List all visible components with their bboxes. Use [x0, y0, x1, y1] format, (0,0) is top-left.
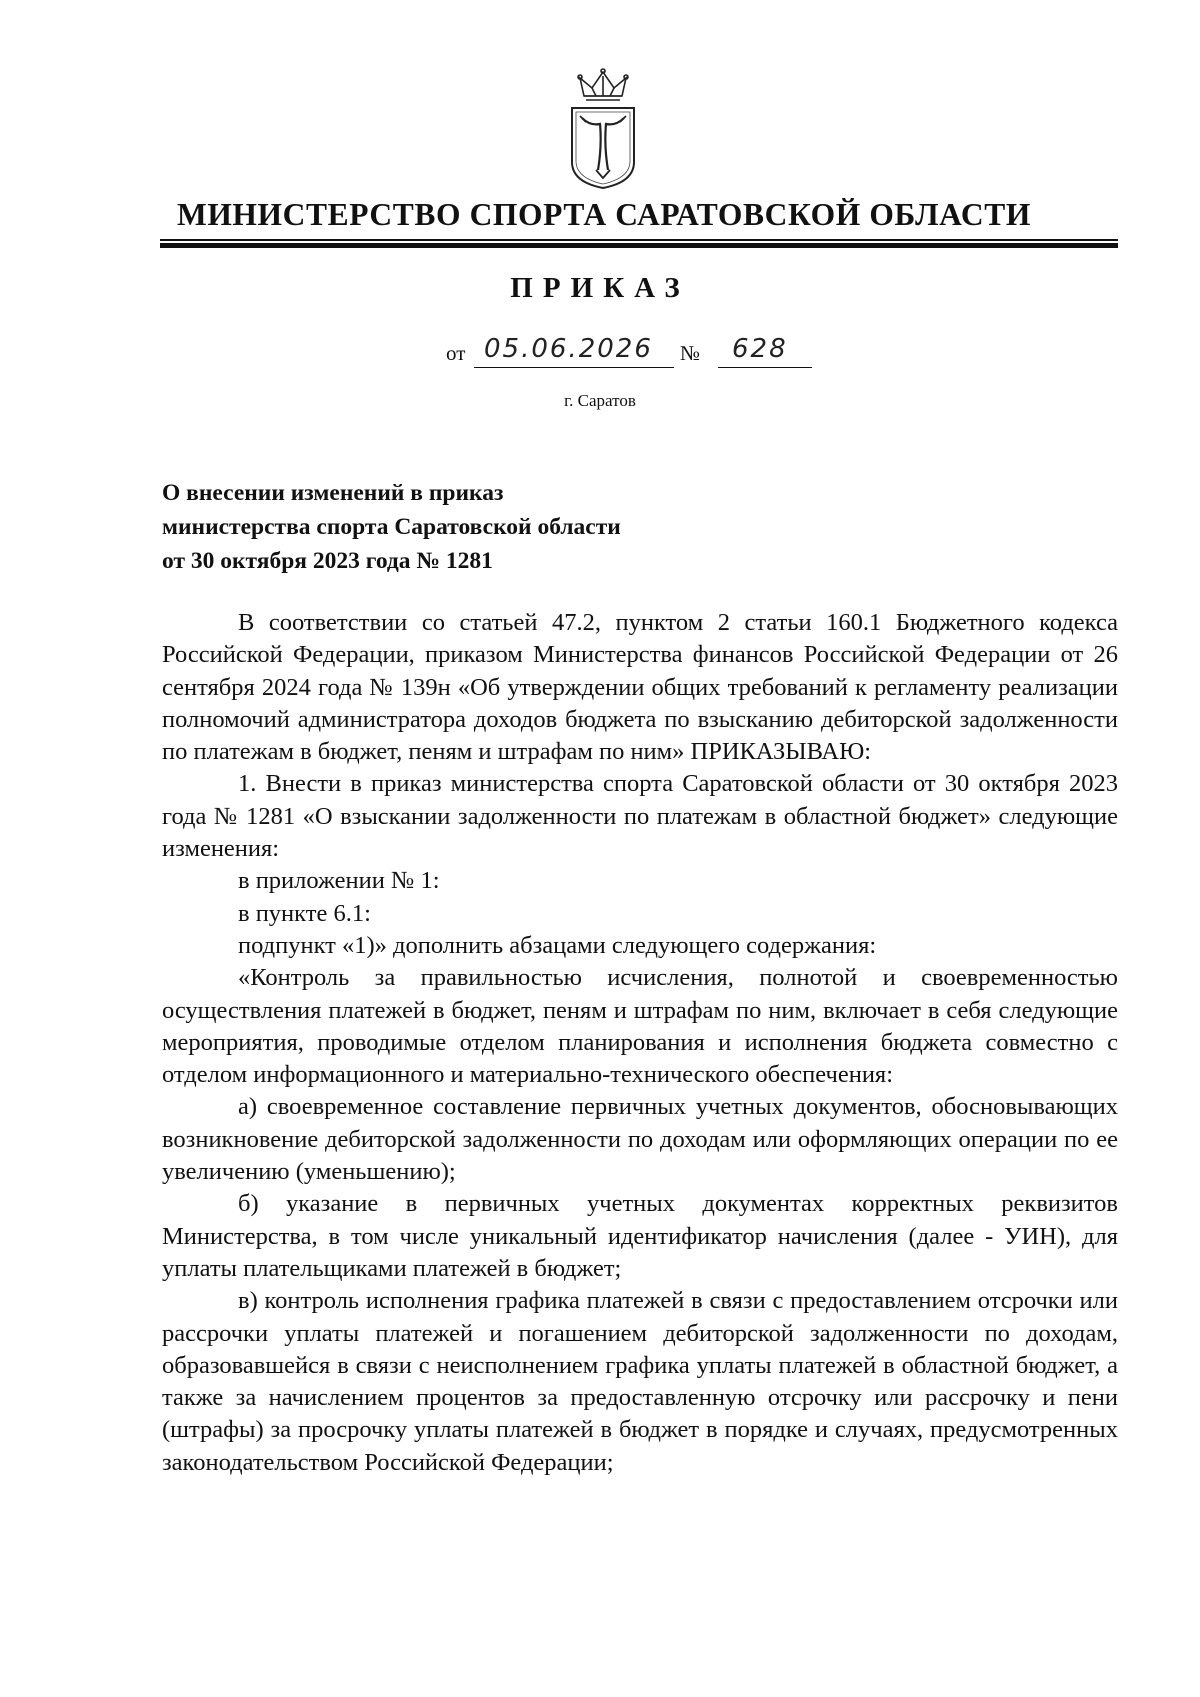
- order-body: [162, 607, 1118, 1479]
- subject-line: министерства спорта Саратовской области: [162, 514, 621, 540]
- order-title: ПРИКАЗ: [510, 272, 690, 304]
- date-underline: [474, 367, 674, 368]
- date-prefix: от: [446, 341, 466, 365]
- order-date-number-line: [440, 330, 860, 372]
- header-divider-thick: [160, 243, 1118, 248]
- subject-line: от 30 октября 2023 года № 1281: [162, 548, 493, 574]
- item-b-paragraph: б) указание в первичных учетных документах корректных реквизитов Министерства, в том числе уникальный идентификатор начисления (далее - УИН), для уплаты плательщиками платежей в бюджет;: [162, 1190, 1118, 1282]
- saratov-coat-of-arms-emblem: [562, 66, 644, 192]
- item-v-paragraph: в) контроль исполнения графика платежей в связи с предоставлением отсрочки или рассрочки уплаты платежей и погашением дебиторской задолженности по доходам, образовавшейся в связи с неисполнением графика уплаты платежей в областной бюджет, а также за начислением процентов за предоставленную отсрочку или рассрочку и пени (штрафы) за просрочку уплаты платежей в бюджет в порядке и случаях, предусмотренных законодательством Российской Федерации;: [162, 1287, 1118, 1476]
- order-date-handwritten: 05.06.2026: [484, 334, 653, 364]
- order-subject: [162, 476, 862, 578]
- subject-line: О внесении изменений в приказ: [162, 480, 504, 506]
- item-a-paragraph: а) своевременное составление первичных учетных документов, обосновывающих возникновение дебиторской задолженности по доходам или оформляющих операции по ее увеличению (уменьшению);: [162, 1093, 1118, 1186]
- control-paragraph: «Контроль за правильностью исчисления, полнотой и своевременностью осуществления платежей в бюджет, пеням и штрафам по ним, включает в себя следующие мероприятия, проводимые отделом планирования и исполнения бюджета совместно с отделом информационного и материально-технического обеспечения:: [162, 964, 1118, 1089]
- number-prefix: №: [680, 341, 701, 365]
- subclause-paragraph: подпункт «1)» дополнить абзацами следующего содержания:: [238, 931, 877, 959]
- header-divider-thin: [160, 239, 1118, 241]
- city: г. Саратов: [564, 391, 636, 410]
- preamble-paragraph: В соответствии со статьей 47.2, пунктом 2 статьи 160.1 Бюджетного кодекса Российской Федерации, приказом Министерства финансов Российской Федерации от 26 сентября 2024 года № 139н «Об утверждении общих требований к регламенту реализации полномочий администратора доходов бюджета по взысканию дебиторской задолженности по платежам в бюджет, пеням и штрафам по ним» ПРИКАЗЫВАЮ:: [162, 609, 1118, 766]
- clause-paragraph: в пункте 6.1:: [238, 899, 371, 927]
- number-underline: [718, 367, 812, 368]
- item-1-paragraph: 1. Внести в приказ министерства спорта Саратовской области от 30 октября 2023 года № 1281 «О взыскании задолженности по платежам в областной бюджет» следующие изменения:: [162, 770, 1118, 863]
- appendix-paragraph: в приложении № 1:: [238, 867, 440, 895]
- order-number-handwritten: 628: [732, 334, 788, 364]
- ministry-name: МИНИСТЕРСТВО СПОРТА САРАТОВСКОЙ ОБЛАСТИ: [177, 197, 1031, 232]
